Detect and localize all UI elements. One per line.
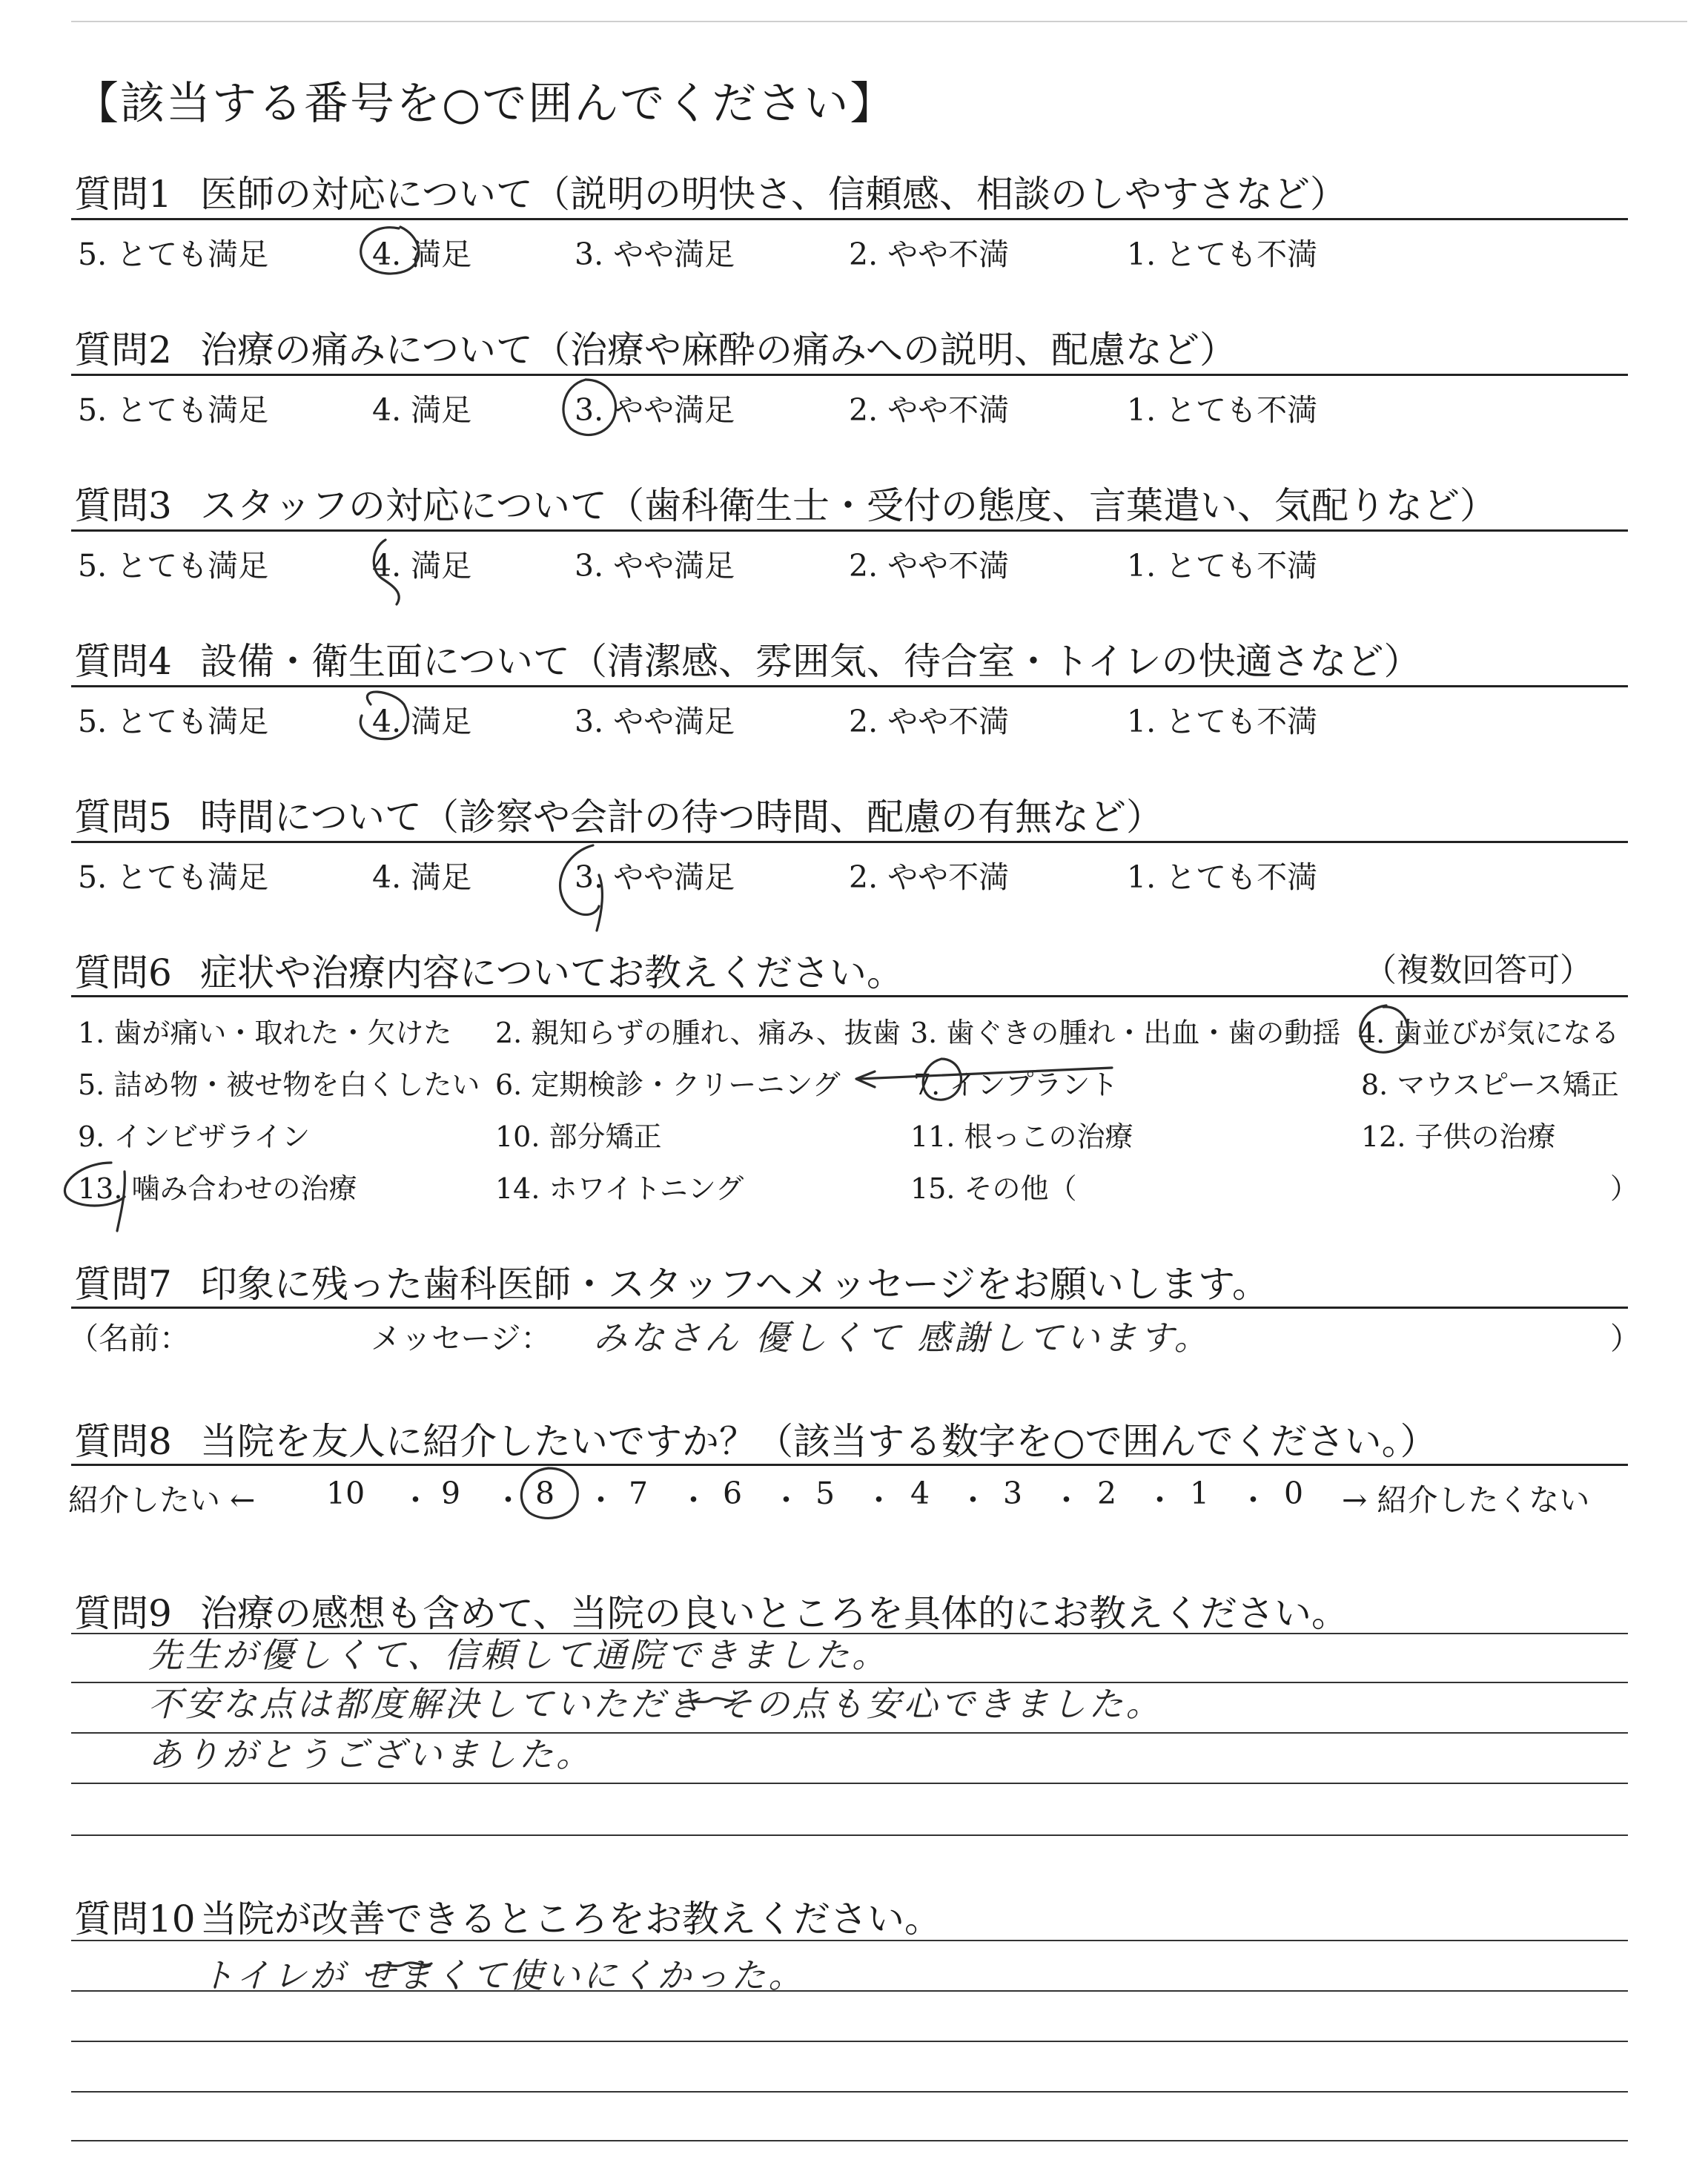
- answer-line: [71, 2041, 1628, 2042]
- question-text: 当院を友人に紹介したいですか？（該当する数字を○で囲んでください。）: [200, 1420, 1437, 1463]
- scale-sep: ・: [864, 1482, 894, 1518]
- scale-3[interactable]: 3: [1003, 1476, 1023, 1511]
- question-text: 時間について（診察や会計の待つ時間、配慮の有無など）: [200, 796, 1163, 839]
- symptom-option[interactable]: 7. インプラント: [913, 1069, 1119, 1101]
- question-rule: [71, 1464, 1628, 1466]
- multiple-answers-note: （複数回答可）: [1364, 951, 1592, 989]
- scale-sep: ・: [1051, 1482, 1082, 1518]
- question-rule: [71, 529, 1628, 532]
- other-close-paren: ）: [1610, 1172, 1639, 1205]
- question-text: 症状や治療内容についてお教えください。: [200, 951, 904, 994]
- scale-2[interactable]: 2: [1097, 1476, 1117, 1511]
- answer-handwritten[interactable]: 先生が優しくて、信頼して通院できました。: [148, 1635, 890, 1675]
- answer-handwritten[interactable]: 不安な点は都度解決していただき その点も安心できました。: [148, 1684, 1163, 1724]
- symptom-option[interactable]: 13. 噛み合わせの治療: [78, 1172, 357, 1205]
- question-number: 質問5: [74, 796, 172, 839]
- option-5[interactable]: 5. とても満足: [78, 859, 269, 895]
- question-rule: [71, 841, 1628, 843]
- symptom-option[interactable]: 9. インビザライン: [78, 1120, 311, 1153]
- option-3[interactable]: 3. やや満足: [575, 704, 735, 739]
- symptom-option[interactable]: 10. 部分矯正: [495, 1120, 662, 1153]
- question-heading: [74, 943, 904, 997]
- option-1[interactable]: 1. とても不満: [1127, 392, 1318, 428]
- symptom-option[interactable]: 15. その他（: [910, 1172, 1077, 1205]
- question-number: 質問10: [74, 1898, 196, 1941]
- question-number: 質問7: [74, 1263, 172, 1306]
- message-handwritten[interactable]: みなさん 優しくて 感謝しています。: [593, 1318, 1211, 1358]
- option-3[interactable]: 3. やや満足: [575, 237, 735, 272]
- message-label: メッセージ：: [371, 1321, 552, 1356]
- scale-8[interactable]: 8: [535, 1476, 555, 1511]
- question-text: 設備・衛生面について（清潔感、雰囲気、待合室・トイレの快適さなど）: [200, 640, 1421, 683]
- scale-sep: ・: [493, 1482, 523, 1518]
- answer-handwritten[interactable]: ありがとうございました。: [148, 1734, 593, 1774]
- scale-5[interactable]: 5: [815, 1476, 835, 1511]
- page-title: 【該当する番号を○で囲んでください】: [74, 78, 896, 130]
- option-4[interactable]: 4. 満足: [372, 548, 472, 584]
- answer-line: [71, 1783, 1628, 1784]
- option-4[interactable]: 4. 満足: [372, 859, 472, 895]
- question-text: 医師の対応について（説明の明快さ、信頼感、相談のしやすさなど）: [200, 173, 1347, 216]
- option-2[interactable]: 2. やや不満: [849, 859, 1010, 895]
- scale-10[interactable]: 10: [326, 1476, 365, 1511]
- option-1[interactable]: 1. とても不満: [1127, 237, 1318, 272]
- option-1[interactable]: 1. とても不満: [1127, 704, 1318, 739]
- question-rule: [71, 995, 1628, 997]
- option-2[interactable]: 2. やや不満: [849, 548, 1010, 584]
- option-1[interactable]: 1. とても不満: [1127, 859, 1318, 895]
- name-label: （名前：: [68, 1321, 190, 1356]
- scale-sep: ・: [678, 1482, 709, 1518]
- question-text: スタッフの対応について（歯科衛生士・受付の態度、言葉遣い、気配りなど）: [200, 484, 1497, 527]
- question-rule: [71, 685, 1628, 687]
- scale-1[interactable]: 1: [1190, 1476, 1210, 1511]
- question-number: 質問9: [74, 1592, 172, 1635]
- scale-4[interactable]: 4: [910, 1476, 930, 1511]
- symptom-option[interactable]: 12. 子供の治療: [1361, 1120, 1556, 1153]
- question-heading: [74, 476, 1497, 529]
- question-heading: [74, 1889, 941, 1943]
- symptom-option[interactable]: 2. 親知らずの腫れ、痛み、抜歯: [495, 1017, 901, 1049]
- top-border: [71, 21, 1687, 22]
- option-3[interactable]: 3. やや満足: [575, 392, 735, 428]
- scale-0[interactable]: 0: [1284, 1476, 1304, 1511]
- strike-q6-option-7-arrow: [856, 1071, 875, 1087]
- answer-handwritten[interactable]: トイレが せまくて使いにくかった。: [200, 1955, 806, 1995]
- question-number: 質問3: [74, 484, 172, 527]
- scale-left-label: 紹介したい ←: [68, 1482, 256, 1518]
- answer-line: [71, 1940, 1628, 1941]
- symptom-option[interactable]: 14. ホワイトニング: [495, 1172, 744, 1205]
- question-rule: [71, 218, 1628, 220]
- symptom-option[interactable]: 5. 詰め物・被せ物を白くしたい: [78, 1069, 480, 1101]
- question-heading: [74, 632, 1421, 685]
- question-text: 治療の感想も含めて、当院の良いところを具体的にお教えください。: [200, 1592, 1348, 1635]
- option-2[interactable]: 2. やや不満: [849, 392, 1010, 428]
- scale-right-label: → 紹介したくない: [1342, 1482, 1590, 1518]
- question-text: 治療の痛みについて（治療や麻酔の痛みへの説明、配慮など）: [200, 328, 1237, 371]
- question-heading: [74, 787, 1163, 841]
- option-4[interactable]: 4. 満足: [372, 237, 472, 272]
- question-text: 印象に残った歯科医師・スタッフへメッセージをお願いします。: [200, 1263, 1269, 1306]
- question-heading: [74, 1412, 1437, 1465]
- scale-sep: ・: [400, 1482, 431, 1518]
- scale-6[interactable]: 6: [723, 1476, 743, 1511]
- answer-line: [71, 2140, 1628, 2141]
- question-text: 当院が改善できるところをお教えください。: [200, 1898, 941, 1941]
- scale-sep: ・: [586, 1482, 616, 1518]
- question-heading: [74, 165, 1347, 218]
- symptom-option[interactable]: 3. 歯ぐきの腫れ・出血・歯の動揺: [910, 1017, 1341, 1049]
- symptom-option[interactable]: 1. 歯が痛い・取れた・欠けた: [78, 1017, 452, 1049]
- option-5[interactable]: 5. とても満足: [78, 392, 269, 428]
- option-2[interactable]: 2. やや不満: [849, 704, 1010, 739]
- question-number: 質問1: [74, 173, 172, 216]
- question-number: 質問4: [74, 640, 172, 683]
- scale-sep: ・: [958, 1482, 988, 1518]
- scale-sep: ・: [771, 1482, 801, 1518]
- option-3[interactable]: 3. やや満足: [575, 548, 735, 584]
- option-2[interactable]: 2. やや不満: [849, 237, 1010, 272]
- option-5[interactable]: 5. とても満足: [78, 704, 269, 739]
- scale-sep: ・: [1145, 1482, 1175, 1518]
- scale-sep: ・: [1238, 1482, 1268, 1518]
- option-5[interactable]: 5. とても満足: [78, 237, 269, 272]
- question-number: 質問8: [74, 1420, 172, 1463]
- question-heading: [74, 320, 1237, 374]
- question-number: 質問2: [74, 328, 172, 371]
- question-rule: [71, 374, 1628, 376]
- option-5[interactable]: 5. とても満足: [78, 548, 269, 584]
- option-1[interactable]: 1. とても不満: [1127, 548, 1318, 584]
- symptom-option[interactable]: 11. 根っこの治療: [910, 1120, 1133, 1153]
- option-4[interactable]: 4. 満足: [372, 704, 472, 739]
- message-close-paren: ）: [1610, 1321, 1641, 1356]
- answer-line: [71, 2091, 1628, 2093]
- question-heading: [74, 1255, 1269, 1308]
- option-3[interactable]: 3. やや満足: [575, 859, 735, 895]
- symptom-option[interactable]: 6. 定期検診・クリーニング: [495, 1069, 841, 1101]
- symptom-option[interactable]: 8. マウスピース矯正: [1361, 1069, 1619, 1101]
- scale-9[interactable]: 9: [441, 1476, 461, 1511]
- scale-7[interactable]: 7: [629, 1476, 649, 1511]
- answer-line: [71, 1834, 1628, 1836]
- symptom-option[interactable]: 4. 歯並びが気になる: [1358, 1017, 1620, 1049]
- question-rule: [71, 1307, 1628, 1309]
- question-number: 質問6: [74, 951, 172, 994]
- option-4[interactable]: 4. 満足: [372, 392, 472, 428]
